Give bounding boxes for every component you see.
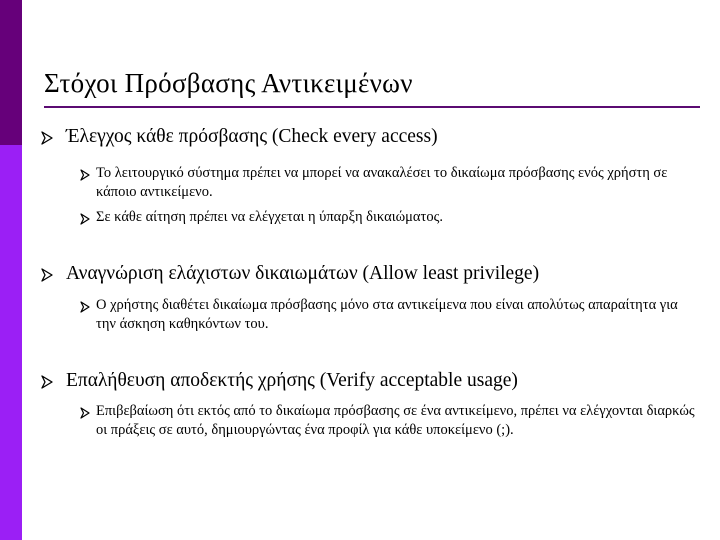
- section-heading-verify-usage: Επαλήθευση αποδεκτής χρήσης (Verify acceptable usage): [66, 370, 518, 391]
- accent-bar-bottom: [0, 145, 22, 540]
- arrowhead-bullet-icon: [80, 213, 90, 225]
- list-item: Ο χρήστης διαθέτει δικαίωμα πρόσβασης μόνο στα αντικείμενα που είναι απολύτως απαραίτητα για την άσκηση καθηκόντων του.: [96, 297, 678, 332]
- title-underline: [44, 106, 700, 108]
- arrowhead-bullet-icon: [41, 268, 53, 282]
- list-item: Επιβεβαίωση ότι εκτός από το δικαίωμα πρόσβασης σε ένα αντικείμενο, πρέπει να ελέγχονται διαρκώς οι πράξεις σε αυτό, δημιουργώντας ένα προφίλ για κάθε υποκείμενο (;).: [96, 403, 695, 438]
- accent-bar-top: [0, 0, 22, 145]
- list-item: Το λειτουργικό σύστημα πρέπει να μπορεί να ανακαλέσει το δικαίωμα πρόσβασης ενός χρήστη σε κάποιο αντικείμενο.: [96, 165, 668, 200]
- section-heading-least-privilege: Αναγνώριση ελάχιστων δικαιωμάτων (Allow least privilege): [66, 263, 540, 284]
- slide-title: Στόχοι Πρόσβασης Αντικειμένων: [44, 68, 413, 98]
- list-item: Σε κάθε αίτηση πρέπει να ελέγχεται η ύπαρξη δικαιώματος.: [96, 209, 443, 225]
- arrowhead-bullet-icon: [41, 131, 53, 145]
- section-heading-check-access: Έλεγχος κάθε πρόσβασης (Check every access): [66, 126, 438, 147]
- arrowhead-bullet-icon: [80, 301, 90, 313]
- arrowhead-bullet-icon: [80, 407, 90, 419]
- arrowhead-bullet-icon: [80, 169, 90, 181]
- arrowhead-bullet-icon: [41, 375, 53, 389]
